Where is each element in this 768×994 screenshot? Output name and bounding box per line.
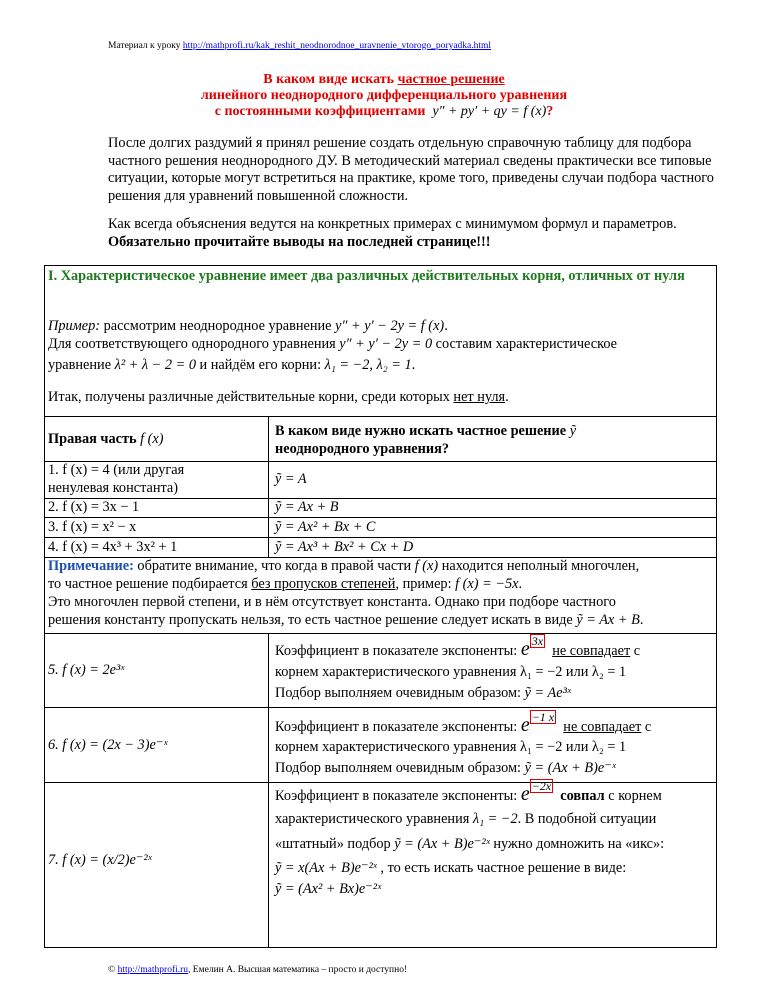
example-dot: .	[444, 318, 448, 334]
r7-l2-text: характеристического уравнения	[275, 811, 473, 827]
intro-p2-text: Как всегда объяснения ведутся на конкретных примерах с минимумом формул и параметров.	[108, 216, 677, 232]
title-line3: с постоянными коэффициентами	[214, 104, 426, 119]
homogeneous-equation: y″ + y′ − 2y = 0	[339, 336, 433, 352]
header-prefix: Материал к уроку	[108, 41, 181, 51]
page-header	[108, 41, 491, 51]
r7-l3-formula: ỹ = (Ax + B)e⁻²ˣ	[394, 836, 490, 852]
characteristic-line	[48, 357, 415, 374]
r6-text-2: с	[641, 719, 652, 735]
intro-p2-bold: Обязательно прочитайте выводы на последней странице!!!	[108, 233, 491, 250]
conclusion-line	[48, 389, 509, 406]
example-text: рассмотрим неоднородное уравнение	[100, 318, 336, 334]
page-title	[0, 72, 768, 120]
row-7-line-5: ỹ = (Ax² + Bx)e⁻²ˣ	[275, 881, 382, 897]
row-4-right: ỹ = Ax³ + Bx² + Cx + D	[275, 539, 414, 555]
note-l2-text-2: , пример:	[395, 576, 456, 592]
r7-exp-e: e	[520, 783, 530, 805]
footer-link[interactable]: http://mathprofi.ru	[117, 965, 189, 975]
note-underlined: без пропусков степеней	[251, 576, 396, 592]
footer-copyright: ©	[108, 965, 116, 975]
note-f: f (x)	[414, 558, 439, 574]
r7-exponent-highlight: −2x	[531, 779, 552, 793]
row-6-line-2: корнем характеристического уравнения λ₁ = −2 или λ₂ = 1	[275, 739, 627, 755]
r7-bold: совпал	[560, 788, 605, 804]
row-5-line-3	[275, 685, 571, 702]
r5-l3-text: Подбор выполняем очевидным образом:	[275, 685, 525, 701]
r7-l3-text-2: нужно домножить на «икс»:	[489, 836, 665, 852]
row-1-left: 1. f (x) = 4 (или другая	[48, 462, 185, 478]
note-l4-dot: .	[639, 612, 644, 628]
row-5-line-2: корнем характеристического уравнения λ₁ = −2 или λ₂ = 1	[275, 664, 627, 680]
r7-text: Коэффициент в показателе экспоненты:	[275, 788, 521, 804]
table-rule	[44, 517, 717, 518]
head-right-y: ỹ	[569, 423, 577, 439]
head-left-text: Правая часть	[48, 431, 141, 447]
page-footer	[108, 965, 407, 975]
table-head-right	[275, 423, 576, 440]
title-line1: В каком виде искать	[263, 72, 398, 87]
r6-text: Коэффициент в показателе экспоненты:	[275, 719, 521, 735]
r6-underlined: не совпадает	[563, 719, 642, 735]
characteristic-text-2: и найдём его корни:	[195, 357, 325, 373]
roots: λ₁ = −2, λ₂ = 1	[324, 357, 412, 373]
row-2-right: ỹ = Ax + B	[275, 499, 339, 515]
intro-paragraph-1: После долгих раздумий я принял решение создать отдельную справочную таблицу для подбора частного решения неоднородного ДУ. В методический материал сведены практически все типовые ситуации, которые могут встретиться на практике, кроме того, приведены случаи подбора частного решения для уравнений повышенной сложности.	[108, 135, 714, 204]
lesson-link[interactable]: http://mathprofi.ru/kak_reshit_neodnorodnoe_uravnenie_vtorogo_poryadka.html	[182, 41, 492, 51]
note-l2-text: то частное решение подбирается	[48, 576, 252, 592]
section-heading: I. Характеристическое уравнение имеет два различных действительных корня, отличных от нуля	[48, 268, 685, 284]
row-3-left: 3. f (x) = x² − x	[48, 519, 137, 535]
row-7-line-4	[275, 860, 626, 877]
note-line-4	[48, 612, 643, 629]
example-label: Пример:	[48, 318, 101, 334]
title-question: ?	[546, 104, 554, 119]
r5-l3-formula: ỹ = Ae³ˣ	[524, 685, 571, 701]
note-l4-formula: ỹ = Ax + B	[576, 612, 640, 628]
note-text-2: находится неполный многочлен,	[438, 558, 640, 574]
table-column-divider	[268, 416, 269, 557]
head-right-text: В каком виде нужно искать частное решение	[275, 423, 570, 439]
homogeneous-line	[48, 336, 617, 353]
table-rule	[44, 537, 717, 538]
footer-text: , Емелин А. Высшая математика – просто и доступно!	[188, 965, 408, 975]
conclusion-dot: .	[505, 389, 509, 405]
row-5-left: 5. f (x) = 2e³ˣ	[48, 662, 125, 678]
row-1-left-2: ненулевая константа)	[48, 480, 179, 496]
characteristic-equation: λ² + λ − 2 = 0	[114, 357, 196, 373]
note-line-3: Это многочлен первой степени, и в нём отсутствует константа. Однако при подборе частного	[48, 594, 616, 610]
r7-l4-formula: ỹ = x(Ax + B)e⁻²ˣ	[275, 860, 377, 876]
table-head-left	[48, 431, 164, 448]
row-5-line-1	[275, 634, 641, 660]
row-3-right: ỹ = Ax² + Bx + C	[275, 519, 376, 535]
r5-exponent-highlight: 3x	[531, 634, 544, 648]
row-4-left: 4. f (x) = 4x³ + 3x² + 1	[48, 539, 178, 555]
title-formula: y″ + py′ + qy = f (x)	[432, 104, 547, 119]
r7-l4-text: , то есть искать частное решение в виде:	[376, 860, 627, 876]
note-line-2	[48, 576, 522, 593]
r6-exp-e: e	[520, 714, 530, 736]
table-rule	[44, 633, 717, 634]
homogeneous-text-2: составим характеристическое	[432, 336, 617, 352]
r7-text-2: с корнем	[604, 788, 662, 804]
note-l4-text: решения константу пропускать нельзя, то есть частное решение следует искать в виде	[48, 612, 577, 628]
table-rule	[44, 498, 717, 499]
table-column-divider-2	[268, 633, 269, 948]
note-l2-dot: .	[518, 576, 523, 592]
r7-l2-text-2: . В подобной ситуации	[517, 811, 657, 827]
table-rule	[44, 782, 717, 783]
homogeneous-text: Для соответствующего однородного уравнения	[48, 336, 340, 352]
characteristic-dot: .	[411, 357, 416, 373]
note-example: f (x) = −5x	[455, 576, 519, 592]
note-text: обратите внимание, что когда в правой части	[133, 558, 415, 574]
r7-l3-text: «штатный» подбор	[275, 836, 395, 852]
r5-underlined: не совпадает	[552, 643, 631, 659]
note-line-1	[48, 558, 639, 575]
row-1-right: ỹ = A	[275, 471, 307, 487]
note-keyword: Примечание:	[48, 558, 134, 574]
row-6-line-1	[275, 710, 652, 736]
row-2-left: 2. f (x) = 3x − 1	[48, 499, 140, 515]
r7-l2-formula: λ₁ = −2	[472, 811, 518, 827]
row-7-line-1	[275, 779, 662, 805]
r6-exponent-highlight: −1 x	[531, 710, 555, 724]
row-6-line-3	[275, 760, 616, 777]
r6-l3-text: Подбор выполняем очевидным образом:	[275, 760, 525, 776]
example-equation: y″ + y′ − 2y = f (x)	[335, 318, 445, 334]
table-head-right-2: неоднородного уравнения?	[275, 441, 450, 457]
title-line2: линейного неоднородного дифференциального уравнения	[200, 88, 568, 103]
example-line	[48, 318, 448, 335]
row-6-left: 6. f (x) = (2x − 3)e⁻ˣ	[48, 737, 168, 753]
row-7-line-3	[275, 836, 664, 853]
title-underlined: частное решение	[397, 72, 505, 87]
r5-exp-e: e	[520, 638, 530, 660]
conclusion-text: Итак, получены различные действительные корни, среди которых	[48, 389, 454, 405]
intro-paragraph-2	[108, 216, 718, 251]
head-left-f: f (x)	[140, 431, 164, 447]
table-top-rule	[44, 416, 717, 417]
r5-text-2: с	[630, 643, 641, 659]
r5-text: Коэффициент в показателе экспоненты:	[275, 643, 521, 659]
table-rule	[44, 707, 717, 708]
r6-l3-formula: ỹ = (Ax + B)e⁻ˣ	[524, 760, 616, 776]
conclusion-underlined: нет нуля	[453, 389, 506, 405]
row-7-left: 7. f (x) = (x/2)e⁻²ˣ	[48, 852, 152, 868]
row-7-line-2	[275, 811, 656, 828]
characteristic-text: уравнение	[48, 357, 115, 373]
